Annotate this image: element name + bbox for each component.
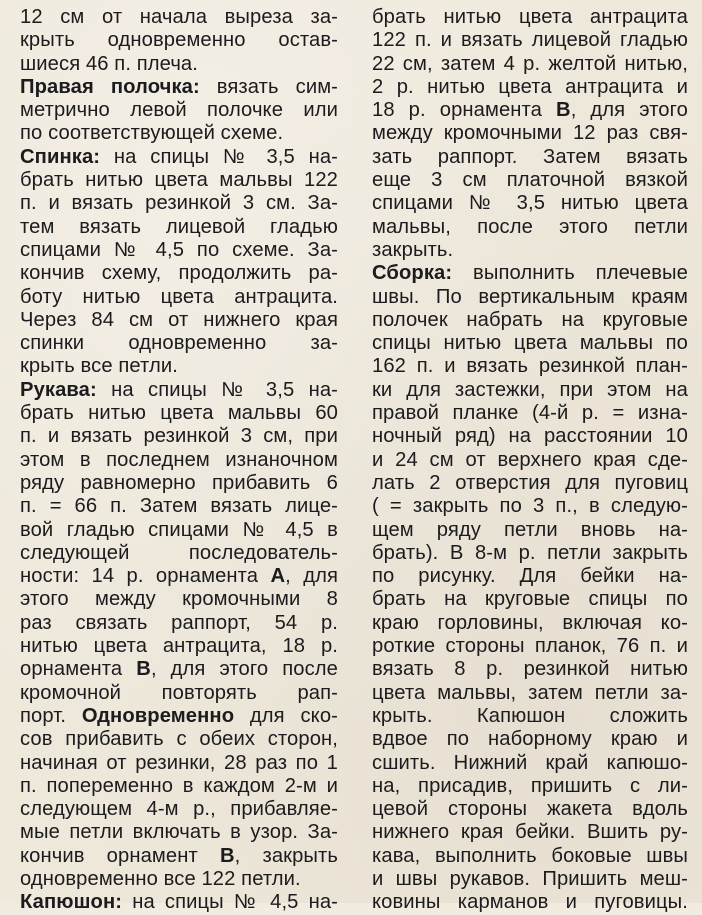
text-line bbox=[20, 588, 338, 611]
text-run: п. и вязать резинкой 3 см. За- bbox=[20, 192, 338, 215]
text-line bbox=[372, 658, 688, 681]
text-run: , для bbox=[285, 565, 338, 588]
text-run: 12 см от начала выреза за- bbox=[20, 6, 338, 28]
text-line bbox=[372, 682, 688, 705]
text-line bbox=[372, 635, 688, 658]
text-line bbox=[372, 146, 688, 169]
text-run: 2 р. нитью цвета антрацита и bbox=[372, 75, 688, 98]
bold-text-run: А bbox=[270, 565, 286, 588]
text-line bbox=[372, 565, 688, 588]
text-line bbox=[20, 728, 338, 751]
text-line bbox=[20, 76, 338, 99]
text-run: закрыть. bbox=[372, 238, 454, 261]
text-line bbox=[372, 798, 688, 821]
text-run: краю горловины, включая ко- bbox=[372, 611, 688, 634]
text-run: 162 п. и вязать резинкой план- bbox=[372, 355, 688, 378]
text-run: п. попеременно в каждом 2-м и bbox=[20, 774, 338, 797]
text-run: следующем 4-м р., прибавляе- bbox=[20, 798, 338, 821]
text-run: правой планке (4-й р. = изна- bbox=[372, 402, 688, 425]
text-run: начиная от резинки, 28 раз по 1 bbox=[20, 751, 338, 774]
text-line bbox=[20, 53, 338, 76]
text-line bbox=[20, 868, 338, 891]
text-line bbox=[20, 309, 338, 332]
text-line bbox=[372, 705, 688, 728]
text-run: порт. bbox=[20, 704, 82, 727]
text-line bbox=[20, 472, 338, 495]
text-line bbox=[20, 635, 338, 658]
text-run: ( = закрыть по 3 п., в следую- bbox=[372, 495, 688, 518]
text-run: 18 р. орнамента bbox=[372, 99, 556, 122]
text-run: нитью цвета антрацита, 18 р. bbox=[20, 635, 338, 658]
text-line bbox=[372, 821, 688, 844]
text-run: на, присадив, пришить с ли- bbox=[372, 774, 688, 797]
text-run: кончив схему, продолжить ра- bbox=[20, 262, 338, 285]
text-run: брать). В 8-м р. петли закрыть bbox=[372, 541, 688, 564]
text-run: щем ряду петли вновь на- bbox=[372, 518, 688, 541]
text-line bbox=[372, 402, 688, 425]
text-run: цвета мальвы, затем петли за- bbox=[372, 681, 688, 704]
text-line bbox=[372, 169, 688, 192]
text-run: между кромочными 12 раз свя- bbox=[372, 122, 688, 145]
text-run: п. = 66 п. Затем вязать лице- bbox=[20, 495, 338, 518]
text-run: кромочной повторять рап- bbox=[20, 681, 338, 704]
text-run: и 24 см от верхнего края сде- bbox=[372, 448, 688, 471]
text-line bbox=[20, 262, 338, 285]
text-line bbox=[20, 519, 338, 542]
text-run: этого между кромочными 8 bbox=[20, 588, 338, 611]
text-line bbox=[20, 286, 338, 309]
bold-text-run: Спинка: bbox=[20, 145, 101, 168]
text-run: швы. По вертикальным краям bbox=[372, 285, 688, 308]
text-line bbox=[372, 122, 688, 145]
text-run: нижнего края бейки. Вшить ру- bbox=[372, 821, 688, 844]
text-run: сшить. Нижний край капюшо- bbox=[372, 751, 688, 774]
text-run: шиеся 46 п. плеча. bbox=[20, 52, 198, 75]
text-run: брать нитью цвета антрацита bbox=[372, 6, 688, 28]
text-line bbox=[372, 332, 688, 355]
text-line bbox=[372, 495, 688, 518]
text-line bbox=[20, 355, 338, 378]
text-line bbox=[372, 472, 688, 495]
text-line bbox=[372, 542, 688, 565]
text-line bbox=[20, 775, 338, 798]
text-run: вязать сим- bbox=[199, 75, 338, 98]
text-line bbox=[372, 425, 688, 448]
text-run: 122 п. и вязать лицевой гладью bbox=[372, 29, 688, 52]
text-line bbox=[372, 752, 688, 775]
text-line bbox=[20, 449, 338, 472]
text-run: для ско- bbox=[234, 704, 338, 727]
text-line bbox=[372, 588, 688, 611]
text-line bbox=[20, 402, 338, 425]
text-run: цевой стороны жакета вдоль bbox=[372, 798, 688, 821]
text-run: брать на круговые спицы по bbox=[372, 588, 688, 611]
text-run: спинки одновременно за- bbox=[20, 332, 338, 355]
text-run: лать 2 отверстия для пуговиц bbox=[372, 471, 688, 494]
text-run: спицами № 4,5 по схеме. За- bbox=[20, 238, 338, 261]
text-line bbox=[372, 286, 688, 309]
text-run: и швы рукавов. Пришить меш- bbox=[372, 867, 688, 890]
text-line bbox=[20, 705, 338, 728]
text-line bbox=[372, 355, 688, 378]
text-run: ки для застежки, при этом на bbox=[372, 378, 688, 401]
text-run: роткие стороны планок, 76 п. и bbox=[372, 635, 688, 658]
bold-text-run: В bbox=[556, 99, 571, 122]
text-line bbox=[372, 239, 688, 262]
text-line bbox=[20, 99, 338, 122]
text-line bbox=[20, 752, 338, 775]
text-run: этом в последнем изнаночном bbox=[20, 448, 338, 471]
text-line bbox=[20, 845, 338, 868]
text-line bbox=[20, 239, 338, 262]
text-run: сов прибавить с обеих сторон, bbox=[20, 728, 338, 751]
text-run: одновременно все 122 петли. bbox=[20, 867, 301, 890]
text-run: на спицы № 3,5 на- bbox=[96, 378, 338, 401]
text-line bbox=[20, 146, 338, 169]
text-run: п. и вязать резинкой 3 см, при bbox=[20, 425, 338, 448]
text-line bbox=[20, 682, 338, 705]
text-line bbox=[372, 728, 688, 751]
text-run: на спицы № 4,5 на- bbox=[122, 891, 338, 914]
text-run: , для этого после bbox=[150, 658, 338, 681]
text-run: по рисунку. Для бейки на- bbox=[372, 565, 688, 588]
text-line bbox=[372, 192, 688, 215]
text-run: тем вязать лицевой гладью bbox=[20, 215, 338, 238]
text-line bbox=[372, 519, 688, 542]
bold-text-run: В bbox=[136, 658, 151, 681]
text-run: ности: 14 р. орнамента bbox=[20, 565, 271, 588]
text-line bbox=[372, 262, 688, 285]
text-line bbox=[20, 332, 338, 355]
text-run: крыть одновременно остав- bbox=[20, 29, 338, 52]
text-run: вязать 8 р. резинкой нитью bbox=[372, 658, 688, 681]
text-run: кава, выполнить боковые швы bbox=[372, 844, 688, 867]
text-run: вой гладью спицами № 4,5 в bbox=[20, 518, 338, 541]
text-line bbox=[372, 6, 688, 29]
bold-text-run: Рукава: bbox=[20, 378, 97, 401]
text-line bbox=[20, 379, 338, 402]
bold-text-run: В bbox=[219, 844, 235, 867]
text-run: следующей последователь- bbox=[20, 541, 338, 564]
text-line bbox=[372, 29, 688, 52]
text-run: крыть все петли. bbox=[20, 355, 178, 378]
text-run: ковины карманов и пуговицы. bbox=[372, 891, 688, 914]
text-line bbox=[372, 775, 688, 798]
text-run: ночный ряд) на расстоянии 10 bbox=[372, 425, 688, 448]
text-run: крыть. Капюшон сложить bbox=[372, 704, 688, 727]
text-run: боту нитью цвета антрацита. bbox=[20, 285, 338, 308]
text-line bbox=[372, 449, 688, 472]
text-line bbox=[372, 99, 688, 122]
text-run: спицами № 3,5 нитью цвета bbox=[372, 192, 688, 215]
text-line bbox=[372, 845, 688, 868]
text-line bbox=[20, 122, 338, 145]
text-line bbox=[20, 821, 338, 844]
text-line bbox=[20, 495, 338, 518]
text-line bbox=[372, 309, 688, 332]
bold-text-run: Сборка: bbox=[372, 262, 453, 285]
text-line bbox=[20, 169, 338, 192]
bold-text-run: Капюшон: bbox=[20, 891, 123, 914]
text-run: 22 см, затем 4 р. желтой нитью, bbox=[372, 52, 688, 75]
text-line bbox=[20, 6, 338, 29]
text-line bbox=[372, 868, 688, 891]
text-line bbox=[20, 216, 338, 239]
text-line bbox=[372, 612, 688, 635]
text-line bbox=[20, 425, 338, 448]
text-run: спицы нитью цвета мальвы по bbox=[372, 332, 688, 355]
text-line bbox=[20, 798, 338, 821]
bold-text-run: Правая полочка: bbox=[20, 75, 200, 98]
text-line bbox=[372, 53, 688, 76]
text-run: еще 3 см платочной вязкой bbox=[372, 169, 688, 192]
text-run: мальвы, после этого петли bbox=[372, 215, 688, 238]
text-run: , закрыть bbox=[234, 844, 338, 867]
text-run: полочек набрать на круговые bbox=[372, 308, 688, 331]
text-run: зать раппорт. Затем вязать bbox=[372, 145, 688, 168]
text-run: кончив орнамент bbox=[20, 844, 220, 867]
text-line bbox=[372, 216, 688, 239]
text-line bbox=[20, 658, 338, 681]
text-line bbox=[20, 565, 338, 588]
left-text-column bbox=[20, 6, 338, 915]
text-run: раз связать раппорт, 54 р. bbox=[20, 611, 338, 634]
text-line bbox=[20, 612, 338, 635]
text-run: метрично левой полочке или bbox=[20, 99, 338, 122]
text-run: орнамента bbox=[20, 658, 137, 681]
text-run: брать нитью цвета мальвы 60 bbox=[20, 402, 338, 425]
text-line bbox=[20, 192, 338, 215]
text-run: Через 84 см от нижнего края bbox=[20, 308, 338, 331]
text-line bbox=[20, 29, 338, 52]
text-line bbox=[20, 542, 338, 565]
text-line bbox=[372, 379, 688, 402]
text-run: мые петли включать в узор. За- bbox=[20, 821, 338, 844]
text-run: выполнить плечевые bbox=[452, 262, 688, 285]
text-run: на спицы № 3,5 на- bbox=[100, 145, 338, 168]
text-run: брать нитью цвета мальвы 122 bbox=[20, 169, 338, 192]
text-run: ряду равномерно прибавить 6 bbox=[20, 471, 338, 494]
text-line bbox=[372, 76, 688, 99]
text-run: по соответствующей схеме. bbox=[20, 122, 284, 145]
text-run: , для этого bbox=[570, 99, 688, 122]
right-text-column bbox=[372, 6, 688, 915]
bold-text-run: Одновременно bbox=[81, 704, 235, 727]
text-run: вдвое по наборному краю и bbox=[372, 728, 688, 751]
